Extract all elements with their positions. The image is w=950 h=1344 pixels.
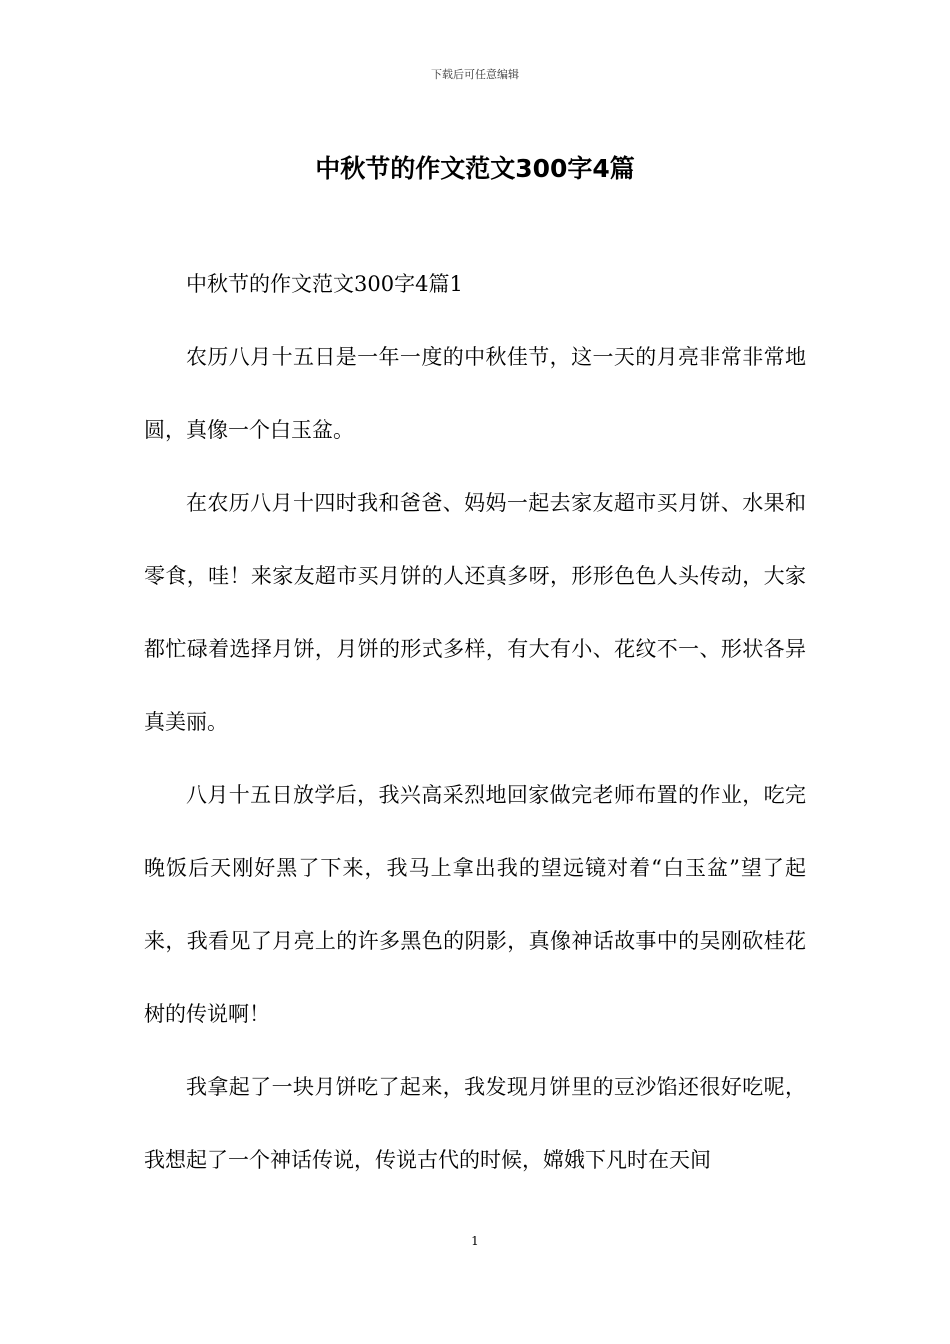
paragraph-1: 农历八月十五日是一年一度的中秋佳节，这一天的月亮非常非常地圆，真像一个白玉盆。 — [144, 345, 806, 442]
document-body — [144, 248, 806, 1197]
section-heading: 中秋节的作文范文300字4篇1 — [186, 272, 463, 296]
paragraph-4: 我拿起了一块月饼吃了起来，我发现月饼里的豆沙馅还很好吃呢，我想起了一个神话传说，传说古代的时候，嫦娥下凡时在天间 — [144, 1075, 806, 1172]
paragraph-3: 八月十五日放学后，我兴高采烈地回家做完老师布置的作业，吃完晚饭后天刚好黑了下来，我马上拿出我的望远镜对着“白玉盆”望了起来，我看见了月亮上的许多黑色的阴影，真像神话故事中的吴刚砍桂花树的传说啊！ — [144, 783, 806, 1026]
page-number: 1 — [471, 1234, 479, 1248]
document-title: 中秋节的作文范文300字4篇 — [315, 154, 635, 183]
header-note: 下载后可任意编辑 — [431, 68, 519, 81]
paragraph-2: 在农历八月十四时我和爸爸、妈妈一起去家友超市买月饼、水果和零食，哇！来家友超市买月饼的人还真多呀，形形色色人头传动，大家都忙碌着选择月饼，月饼的形式多样，有大有小、花纹不一、形状各异真美丽。 — [144, 491, 806, 734]
